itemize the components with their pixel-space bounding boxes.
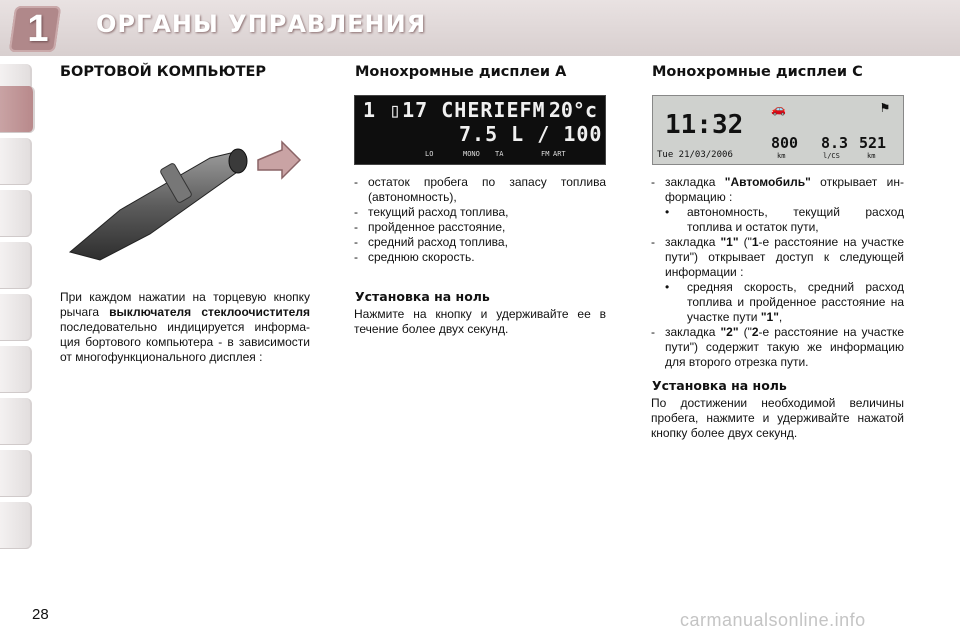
section-title-display-a: Монохромные дисплеи А	[355, 64, 567, 80]
reset-title-c: Установка на ноль	[652, 378, 787, 393]
list-item: - остаток пробега по запасу топлива (автономность),	[354, 175, 606, 205]
text-fragment: закладка	[665, 175, 725, 189]
chapter-tab[interactable]	[0, 502, 32, 549]
display-label: FM	[541, 150, 550, 158]
chapter-tab[interactable]	[0, 190, 32, 237]
chapter-tab[interactable]	[0, 242, 32, 289]
bold-term: "Автомобиль"	[724, 175, 811, 189]
reset-text-c: По достижении необходимой величины пробега, нажмите и удерживайте нажатой кнопку более двух секунд.	[651, 396, 904, 440]
temperature-readout: 20°c	[548, 98, 597, 122]
chapter-number: 1	[27, 8, 49, 50]
bold-term: 2	[751, 325, 759, 339]
chapter-tab[interactable]	[0, 346, 32, 393]
display-label: TA	[495, 150, 504, 158]
display-a-list	[354, 175, 606, 265]
bold-term: 1	[751, 235, 759, 249]
section-title-display-c: Монохромные дисплеи С	[652, 64, 863, 80]
chapter-tab[interactable]	[0, 294, 32, 341]
consumption-readout: 7.5 L / 100	[459, 122, 603, 146]
text-fragment: открывает ин-формацию :	[665, 175, 904, 204]
bold-term: "1"	[760, 310, 779, 324]
text-fragment: средняя скорость, средний расход топлива и пройденное расстояние на участке пути	[687, 280, 904, 324]
monochrome-display-a	[354, 95, 606, 165]
bold-term: "2"	[720, 325, 739, 339]
text-fragment: ,	[778, 310, 783, 324]
chapter-tab[interactable]	[0, 398, 32, 445]
watermark: carmanualsonline.info	[680, 610, 866, 630]
list-item: - пройденное расстояние,	[354, 220, 606, 235]
wiper-lever-icon	[60, 130, 310, 270]
unit-label: l/CS	[823, 152, 840, 160]
text-fragment: последовательно индицируется информа-ция бортового компьютера - в зависимости от многофункционального дисплея :	[60, 320, 310, 364]
list-subitem: • автономность, текущий расход топлива и остаток пути,	[651, 205, 904, 235]
text-fragment: ("	[738, 235, 752, 249]
bold-term: "1"	[720, 235, 739, 249]
text-fragment: закладка	[665, 325, 721, 339]
list-subitem	[651, 280, 904, 325]
section-title-onboard-computer: БОРТОВОЙ КОМПЬЮТЕР	[60, 64, 267, 80]
reset-text-a: Нажмите на кнопку и удерживайте ее в течение более двух секунд.	[354, 307, 606, 336]
radio-station-readout: 1 ▯17 CHERIEFM	[363, 98, 546, 122]
display-label: ART	[553, 150, 566, 158]
car-tab-icon: 🚗	[771, 102, 786, 116]
date-readout: Tue 21/03/2006	[657, 150, 733, 160]
text-fragment: -е расстояние на участке пути") открывает доступ к следующей информации :	[665, 235, 905, 279]
chapter-tab[interactable]	[0, 450, 32, 497]
list-item: - текущий расход топлива,	[354, 205, 606, 220]
text-fragment: -е расстояние на участке пути") содержит такую же информацию для второго отрезка пути.	[665, 325, 905, 369]
page-title: ОРГАНЫ УПРАВЛЕНИЯ	[96, 10, 427, 38]
list-item	[651, 175, 904, 205]
text-fragment: При каждом нажатии на торцевую кнопку рычага	[60, 290, 310, 319]
text-fragment: закладка	[665, 235, 721, 249]
list-item	[651, 325, 904, 370]
consumption-value: 8.3	[821, 134, 849, 152]
unit-label: km	[867, 152, 876, 160]
display-label: LO	[425, 150, 434, 158]
monochrome-display-c	[652, 95, 904, 165]
list-item	[651, 235, 904, 280]
reset-title-a: Установка на ноль	[355, 289, 490, 304]
chapter-tabs	[0, 64, 34, 576]
display-label: MONO	[463, 150, 480, 158]
list-item: - среднюю скорость.	[354, 250, 606, 265]
onboard-computer-description	[60, 290, 310, 365]
distance-value: 521	[859, 134, 887, 152]
text-fragment: ("	[738, 325, 752, 339]
flag-icon: ⚑	[880, 100, 889, 116]
chapter-tab-active[interactable]	[0, 86, 35, 133]
unit-label: km	[777, 152, 786, 160]
wiper-lever-illustration	[60, 130, 310, 270]
page-number: 28	[32, 606, 49, 623]
display-c-list	[651, 175, 904, 370]
bold-term: выключателя стеклоочистителя	[109, 305, 310, 319]
clock-readout: 11:32	[665, 110, 744, 140]
list-item: - средний расход топлива,	[354, 235, 606, 250]
page-header	[0, 0, 960, 56]
range-value: 800	[771, 134, 799, 152]
chapter-tab[interactable]	[0, 138, 32, 185]
